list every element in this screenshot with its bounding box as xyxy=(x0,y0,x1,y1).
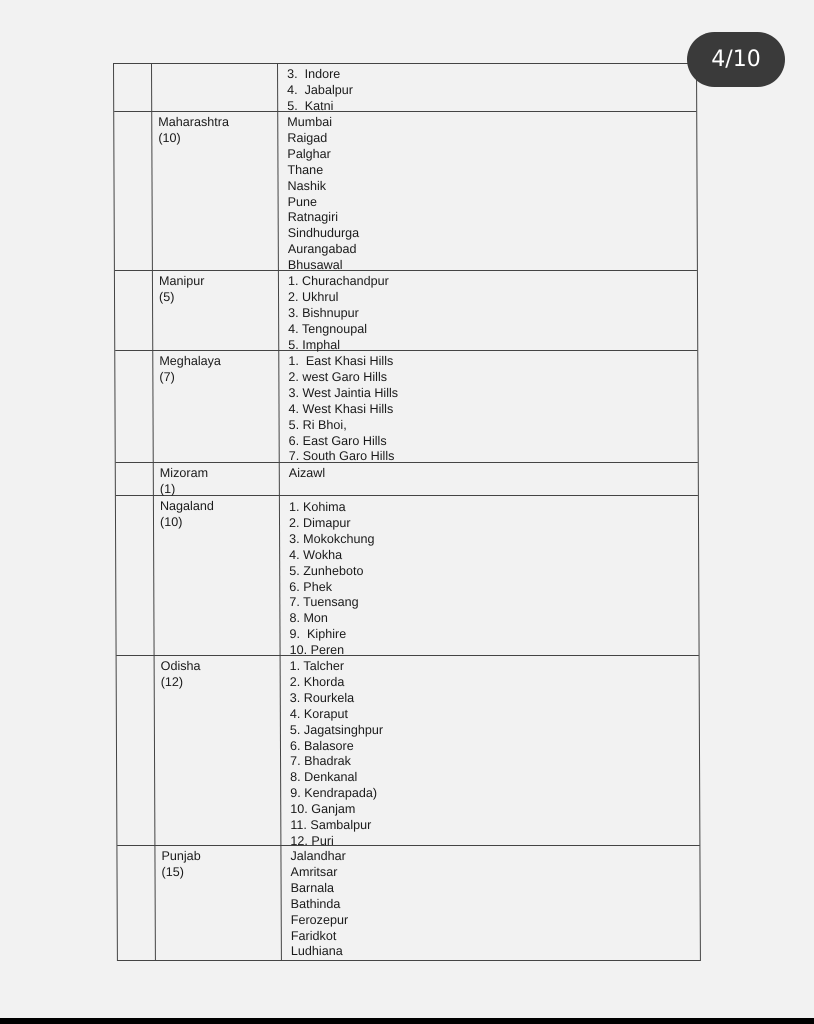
state-name: Manipur xyxy=(158,274,205,288)
place-item: 4. West Khasi Hills xyxy=(288,401,394,416)
place-item: Sindhudurga xyxy=(287,226,360,241)
place-item: 12. Puri xyxy=(290,833,334,848)
state-count: (5) xyxy=(158,289,175,304)
place-item: Ludhiana xyxy=(290,944,343,959)
place-item: Nashik xyxy=(287,178,327,193)
state-name: Odisha xyxy=(160,659,201,673)
places-cell xyxy=(281,463,698,495)
state-count: (12) xyxy=(160,674,184,689)
place-item: 3. Mokokchung xyxy=(289,531,375,546)
place-item: Ratnagiri xyxy=(287,210,339,225)
place-item: 1. Talcher xyxy=(289,659,345,673)
place-item: 11. Sambalpur xyxy=(290,818,372,833)
state-name: Punjab xyxy=(161,849,201,863)
state-cell xyxy=(153,351,279,462)
place-item: 4. Wokha xyxy=(289,547,343,562)
places-cell xyxy=(279,112,697,273)
serial-cell xyxy=(115,351,153,462)
table-row xyxy=(114,112,697,271)
place-item: 3. Indore xyxy=(287,67,341,81)
place-item: 3. Rourkela xyxy=(289,690,355,705)
state-name: Nagaland xyxy=(159,499,214,513)
state-cell xyxy=(154,463,280,495)
state-name: Mizoram xyxy=(159,466,209,480)
place-item: 10. Ganjam xyxy=(290,802,356,817)
place-item: Jalandhar xyxy=(290,849,346,863)
table-row xyxy=(116,496,699,656)
state-count: (10) xyxy=(159,514,183,529)
place-item: 9. Kiphire xyxy=(289,627,347,642)
state-count: (1) xyxy=(159,481,176,496)
place-item: Aurangabad xyxy=(287,242,357,257)
place-item: Palghar xyxy=(287,146,331,161)
place-item: Mumbai xyxy=(287,115,333,129)
place-item: 7. South Garo Hills xyxy=(288,449,395,464)
place-item: 6. Phek xyxy=(289,579,333,594)
places-cell xyxy=(282,656,700,848)
state-name: Meghalaya xyxy=(159,354,221,368)
state-cell xyxy=(153,271,279,350)
places-cell xyxy=(280,271,697,350)
serial-cell xyxy=(115,271,153,350)
place-item: 6. East Garo Hills xyxy=(288,433,387,448)
place-item: 5. Imphal xyxy=(288,337,341,352)
place-item: Aizawl xyxy=(288,466,326,480)
place-item: Amritsar xyxy=(290,864,338,879)
place-item: 8. Denkanal xyxy=(290,770,358,785)
place-item: Bhusawal xyxy=(287,258,343,273)
place-item: 2. Ukhrul xyxy=(287,289,339,304)
table-row xyxy=(115,351,697,463)
place-item: 9. Kendrapada) xyxy=(290,786,378,801)
places-cell xyxy=(280,351,697,462)
state-places-table xyxy=(113,63,701,961)
place-item: Pune xyxy=(287,194,318,209)
serial-cell xyxy=(117,656,156,845)
place-item: 10. Peren xyxy=(289,643,345,658)
place-item: 7. Bhadrak xyxy=(290,754,351,769)
place-item: 5. Katni xyxy=(287,98,334,113)
place-item: Raigad xyxy=(287,130,328,145)
place-item: 5. Zunheboto xyxy=(289,563,364,578)
table-row xyxy=(114,64,696,112)
place-item: Ferozepur xyxy=(290,912,349,927)
state-count: (10) xyxy=(158,130,181,145)
place-item: Faridkot xyxy=(290,928,337,943)
place-item: 5. Jagatsinghpur xyxy=(289,722,384,737)
state-count: (7) xyxy=(159,369,175,384)
table-row xyxy=(115,271,697,351)
place-item: 4. Tengnoupal xyxy=(288,321,368,336)
serial-cell xyxy=(116,496,155,655)
place-item: Thane xyxy=(287,162,324,177)
place-item: 1. East Khasi Hills xyxy=(288,354,394,368)
place-item: 2. Dimapur xyxy=(288,515,351,530)
table-row xyxy=(117,846,699,960)
places-cell xyxy=(282,846,699,960)
state-cell xyxy=(155,656,282,845)
serial-cell xyxy=(114,64,152,111)
serial-cell xyxy=(117,846,155,960)
serial-cell xyxy=(114,112,153,270)
place-item: 8. Mon xyxy=(289,611,328,626)
place-item: 2. Khorda xyxy=(289,674,345,689)
place-item: 1. Kohima xyxy=(288,500,346,514)
page-indicator: 4/10 xyxy=(687,32,785,87)
state-cell xyxy=(152,64,278,111)
table-row xyxy=(116,463,698,496)
state-cell xyxy=(154,496,281,655)
place-item: 1. Churachandpur xyxy=(287,274,389,288)
places-cell xyxy=(279,64,696,111)
places-cell xyxy=(281,496,699,658)
place-item: 4. Jabalpur xyxy=(287,82,353,97)
place-item: 3. West Jaintia Hills xyxy=(288,385,399,400)
place-item: Bathinda xyxy=(290,896,341,911)
place-item: 3. Bishnupur xyxy=(288,305,359,320)
place-item: Barnala xyxy=(290,880,335,895)
place-item: 6. Balasore xyxy=(289,738,354,753)
state-cell xyxy=(155,846,281,960)
place-item: 7. Tuensang xyxy=(289,595,359,610)
serial-cell xyxy=(116,463,154,495)
place-item: 5. Ri Bhoi, xyxy=(288,417,347,432)
place-item: 4. Koraput xyxy=(289,706,348,721)
state-name: Maharashtra xyxy=(158,115,229,129)
place-item: 2. west Garo Hills xyxy=(288,369,388,384)
state-count: (15) xyxy=(161,864,184,879)
state-cell xyxy=(152,112,279,270)
table-row xyxy=(117,656,700,846)
